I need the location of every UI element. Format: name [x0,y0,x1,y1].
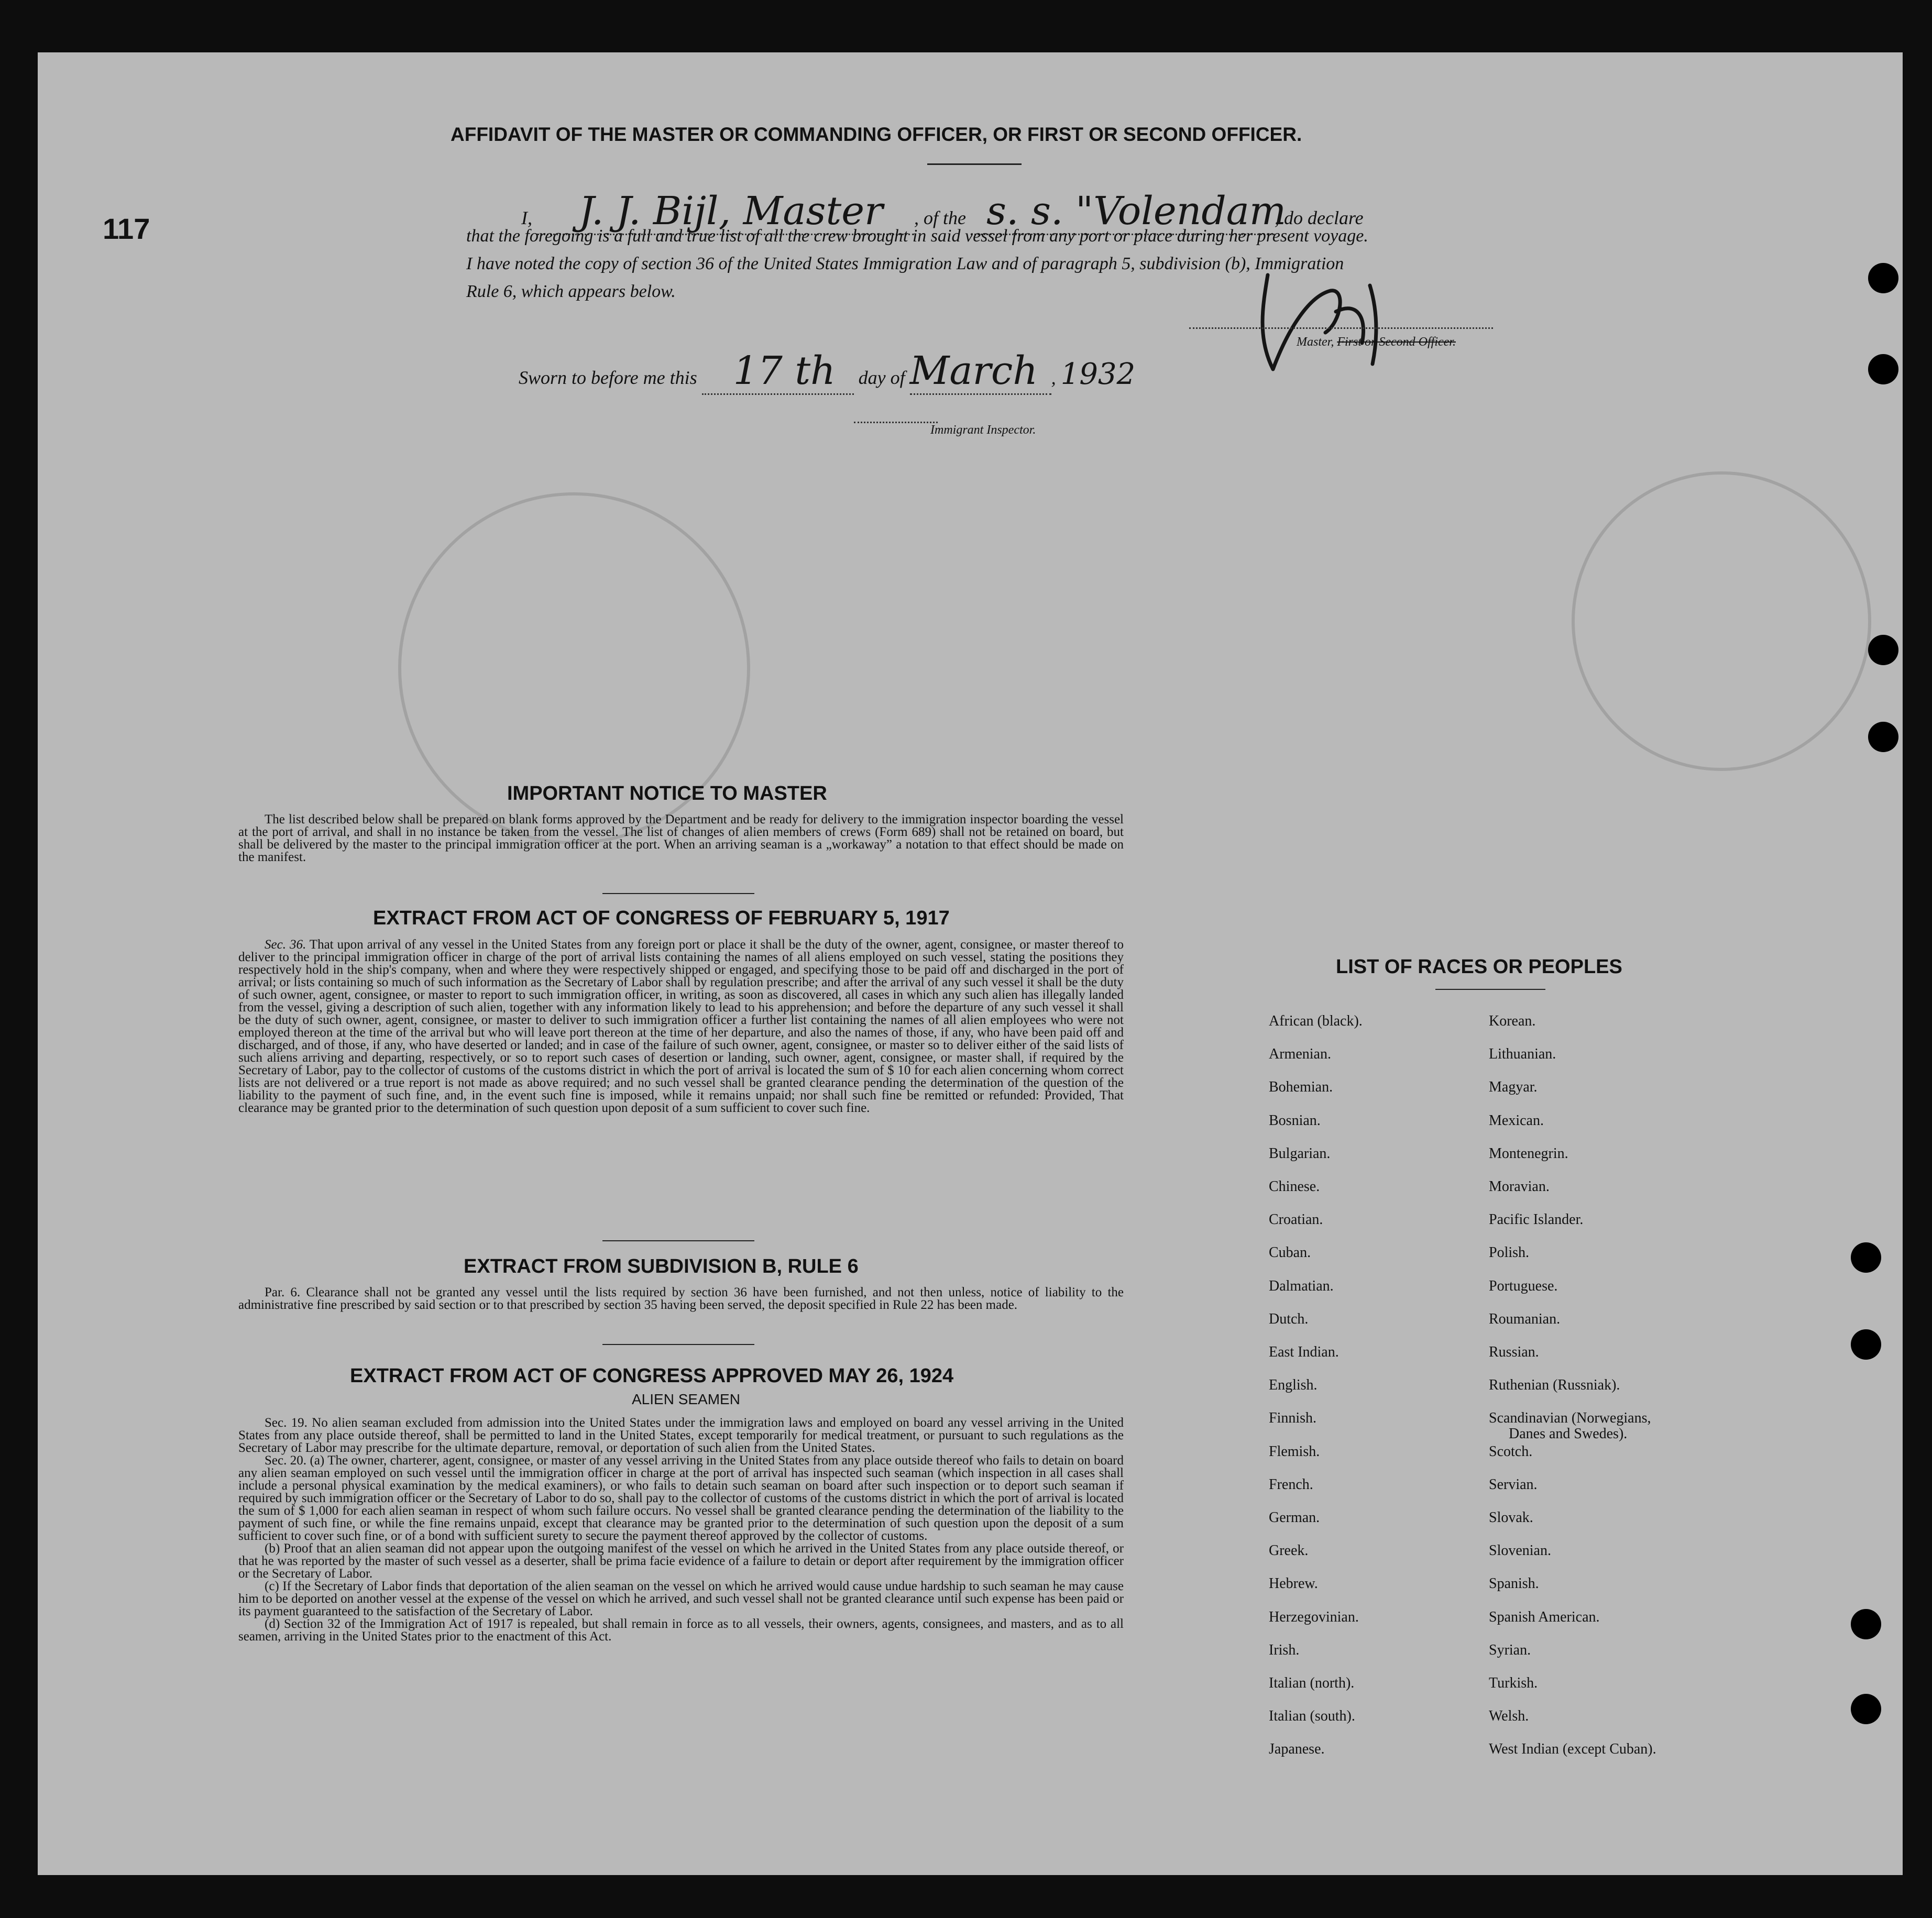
race-left-item: Bohemian. [1269,1079,1333,1096]
punch-hole [1868,635,1898,665]
month-field [910,348,1051,395]
inspector-line [854,422,938,423]
affidavit-line-3: I have noted the copy of section 36 of the United States Immigration Law and of paragraph 5, subdivision (b), Immigration [466,254,1344,273]
race-right-item: Polish. [1489,1244,1530,1261]
race-left-item: Croatian. [1269,1211,1323,1228]
rule6-title: EXTRACT FROM SUBDIVISION B, RULE 6 [464,1255,859,1277]
affidavit-line-2: that the foregoing is a full and true list of all the crew brought in said vessel from any port or place during her present voyage. [466,226,1368,246]
notice-body: The list described below shall be prepared on blank forms approved by the Department and be ready for delivery to the immigration inspector boarding the vessel at the port of arrival, and shall in no instance be taken from the vessel. The list of changes of alien members of crews (Form 689) shall not be retained on board, but shall be delivered by the master to the principal immigration officer at the port. When an arriving seaman is a „workaway” a notation to that effect should be made on the manifest. [238,812,1124,864]
master-name: J. J. Bijl, Master [579,189,883,234]
notice-title: IMPORTANT NOTICE TO MASTER [507,782,827,804]
notice-rule [602,893,754,894]
rule6-body: Par. 6. Clearance shall not be granted any vessel until the lists required by section 36 have been furnished, and not then unless, notice of liability to the administrative fine prescribed by said section or to that prescribed by section 35 having been served, the deposit specified in Rule 22 has been made. [238,1285,1124,1312]
sworn-month: March [909,348,1038,393]
race-left-item: Italian (south). [1269,1708,1355,1725]
rule6-rule [602,1344,754,1345]
race-right-item: Slovak. [1489,1509,1533,1526]
sworn-day: 17 th [733,348,836,393]
race-right-item: Scotch. [1489,1443,1533,1460]
extract-1924-title: EXTRACT FROM ACT OF CONGRESS APPROVED MAY 26, 1924 [350,1365,954,1387]
race-left-item: Hebrew. [1269,1575,1318,1592]
race-left-item: Cuban. [1269,1244,1311,1261]
page-number: 117 [103,212,150,245]
punch-hole [1851,1329,1881,1360]
race-right-item: Welsh. [1489,1708,1529,1725]
race-right-item: Montenegrin. [1489,1145,1568,1162]
affidavit-title-rule [927,163,1022,165]
race-right-item: Spanish American. [1489,1608,1600,1625]
race-left-item: Flemish. [1269,1443,1320,1460]
signature-line [1189,327,1493,329]
punch-hole [1851,1609,1881,1639]
race-left-item: Irish. [1269,1641,1300,1658]
extract-1917-title: EXTRACT FROM ACT OF CONGRESS OF FEBRUARY 5, 1917 [373,907,950,929]
race-right-item: Mexican. [1489,1112,1544,1129]
extract-1917-rule [602,1240,754,1241]
master-signature [1247,264,1404,385]
race-right-item: Moravian. [1489,1178,1550,1195]
race-right-item: Pacific Islander. [1489,1211,1584,1228]
race-left-item: Bosnian. [1269,1112,1321,1129]
vessel-name: s. s. "Volendam [986,189,1287,234]
affidavit-title: AFFIDAVIT OF THE MASTER OR COMMANDING OFFICER, OR FIRST OR SECOND OFFICER. [451,124,1302,145]
race-right-item: Spanish. [1489,1575,1539,1592]
sworn-line: Sworn to before me this 17 th day of March , 1932 [519,348,1135,395]
race-right-item: Syrian. [1489,1641,1531,1658]
race-left-item: Finnish. [1269,1410,1317,1427]
race-left-item: Armenian. [1269,1046,1331,1063]
race-left-item: Bulgarian. [1269,1145,1331,1162]
punch-hole [1868,263,1898,293]
punch-hole [1868,722,1898,752]
race-right-item: Servian. [1489,1476,1538,1493]
race-left-item: African (black). [1269,1013,1363,1029]
punch-hole [1851,1242,1881,1273]
affidavit-line-4: Rule 6, which appears below. [466,282,676,301]
race-left-item: East Indian. [1269,1344,1339,1360]
punch-hole [1851,1694,1881,1724]
faded-seal-right [1572,471,1871,771]
race-right-item: Lithuanian. [1489,1046,1556,1063]
race-right-item: Korean. [1489,1013,1536,1029]
race-right-item: West Indian (except Cuban). [1489,1741,1656,1758]
race-left-item: French. [1269,1476,1313,1493]
race-right-item: Russian. [1489,1344,1539,1360]
race-right-item: Portuguese. [1489,1277,1558,1294]
race-right-item: Roumanian. [1489,1310,1561,1327]
race-left-item: Chinese. [1269,1178,1320,1195]
race-right-item: Magyar. [1489,1079,1538,1096]
inspector-caption: Immigrant Inspector. [930,423,1036,437]
affidavit-line-1: I, J. J. Bijl, Master , of the s. s. "Volendam, do declare [521,189,1364,235]
punch-hole [1868,354,1898,384]
race-right-item: Scandinavian (Norwegians, [1489,1410,1651,1427]
race-left-item: Japanese. [1269,1741,1325,1758]
race-right-item: Danes and Swedes). [1509,1426,1628,1442]
race-left-item: Herzegovinian. [1269,1608,1359,1625]
extract-1924-body: Sec. 19. No alien seaman excluded from admission into the United States under the immigration laws and employed on board any vessel arriving in the United States from any place outside thereof, shall be permitted to land in the United States, except temporarily for medical treatment, or pursuant to such regulations as the Secretary of Labor may prescribe for the ultimate departure, removal, or deportation of such alien from the United States. Sec. 20. (a) The owner, charterer, agent, consignee, or master of any vessel arriving in the United States from any place outside thereof who fails to detain on board any alien seaman employed on such vessel until the immigration officer in charge at the port of arrival has inspected such seaman (which inspection in all cases shall include a personal physical examination by the medical examiners), or who fails to detain such seaman on board after such inspection or to deport such seaman if required by such immigration officer or the Secretary of Labor to do so, shall pay to the collector of customs of the customs district in which the port of arrival is located the sum of $ 1,000 for each alien seaman in respect of whom such failure occurs. No vessel shall be granted clearance pending the determination of the liability to the payment of such fine, or while the fine remains unpaid, except that clearance may be granted prior to the determination of such question upon the deposit of a sum sufficient to cover such fine, or of a bond with sufficient surety to secure the payment thereof approved by the collector of customs. (b) Proof that an alien seaman did not appear upon the outgoing manifest of the vessel on which he arrived in the United States from any place outside thereof, or that he was reported by the master of such vessel as a deserter, shall be prima facie evidence of a failure to detain or deport after requirement by the immigration officer or the Secretary of Labor. (c) If the Secretary of Labor finds that deportation of the alien seaman on the vessel on which he arrived would cause undue hardship to such seaman he may cause him to be deported on another vessel at the expense of the vessel on which he arrived, and such vessel shall not be granted clearance until such expense has been paid or its payment guaranteed to the satisfaction of the Secretary of Labor. (d) Section 32 of the Immigration Act of 1917 is repealed, but shall remain in force as to all vessels, their owners, agents, consignees, and masters, and as to all seamen, arriving in the United States prior to the enactment of this Act. [238,1416,1124,1644]
signature-caption: Master, First or Second Officer. [1297,335,1456,349]
races-title: LIST OF RACES OR PEOPLES [1336,956,1622,978]
race-left-item: English. [1269,1377,1318,1394]
race-right-item: Ruthenian (Russniak). [1489,1377,1620,1394]
race-right-item: Slovenian. [1489,1542,1551,1559]
sworn-year: 1932 [1060,357,1136,391]
race-right-item: Turkish. [1489,1675,1538,1691]
race-left-item: German. [1269,1509,1320,1526]
race-left-item: Dalmatian. [1269,1277,1334,1294]
races-rule [1435,989,1545,990]
extract-1917-body: Sec. 36. That upon arrival of any vessel in the United States from any foreign port or place it shall be the duty of the owner, agent, consignee, or master thereof to deliver to the principal immigration officer in charge of the port of arrival lists containing the names of all aliens employed on such vessel, stating the positions they respectively hold in the ship's company, when and where they were respectively shipped or engaged, and specifying those to be paid off and discharged in the port of arrival; or lists containing so much of such information as the Secretary of Labor shall by regulation prescribe; and after the arrival of any such vessel it shall be the duty of such owner, agent, consignee, or master to report to such immigration officer, in writing, as soon as discovered, all cases in which any such alien has illegally landed from the vessel, giving a description of such alien, together with any information likely to lead to his apprehension; and before the departure of any such vessel it shall be the duty of such owner, agent, consignee, or master to deliver to such immigration officer a further list containing the names of all alien employees who were not employed thereon at the time of the arrival but who will leave port thereon at the time of her departure, and also the names of those, if any, who have been paid off and discharged, and of those, if any, who have deserted or landed; and in case of the failure of such owner, agent, consignee, or master so to deliver either of the said lists of such aliens arriving and departing, respectively, or so to report such cases of desertion or landing, such owner, agent, consignee, or master shall, if required by the Secretary of Labor, pay to the collector of customs of the customs district in which the port of arrival is located the sum of $ 10 for each alien concerning whom correct lists are not delivered or a true report is not made as above required; and no such vessel shall be granted clearance pending the determination of the question of the liability to the payment of such fine, and, in the event such fine is imposed, while it remains unpaid; nor shall such fine be remitted or refunded: Provided, That clearance may be granted prior to the determination of such question upon deposit of a sum sufficient to cover such fine. [238,938,1124,1115]
race-left-item: Greek. [1269,1542,1309,1559]
race-left-item: Dutch. [1269,1310,1309,1327]
day-field [702,348,854,395]
extract-1924-subtitle: ALIEN SEAMEN [632,1391,740,1407]
race-left-item: Italian (north). [1269,1675,1355,1691]
